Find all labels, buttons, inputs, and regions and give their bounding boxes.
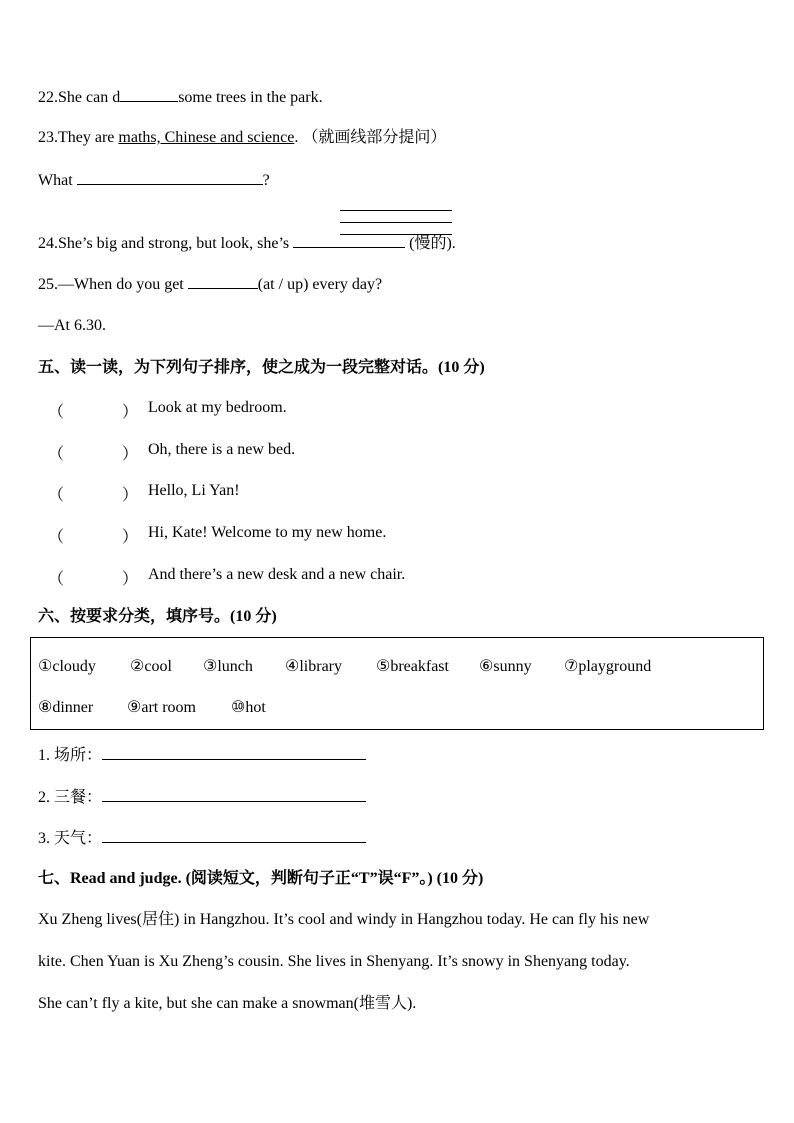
answer-blank[interactable]	[102, 745, 366, 760]
passage-line: kite. Chen Yuan is Xu Zheng’s cousin. She lives in Shenyang. It’s snowy in Shenyang today.	[38, 953, 630, 970]
word-item: ②cool	[130, 658, 172, 675]
ordering-item: （ ） And there’s a new desk and a new chair.	[48, 566, 406, 588]
stacked-answer-line[interactable]	[340, 222, 452, 223]
word-item: ⑧dinner	[38, 699, 94, 716]
answer-blank[interactable]	[120, 87, 178, 102]
question-25-answer: —At 6.30.	[38, 317, 106, 334]
question-25: 25.—When do you get (at / up) every day?	[38, 276, 383, 293]
answer-blank[interactable]	[102, 828, 366, 843]
answer-blank[interactable]	[293, 233, 405, 248]
answer-blank[interactable]	[102, 787, 366, 802]
answer-blank[interactable]	[188, 274, 258, 289]
category-meals: 2. 三餐：	[38, 787, 366, 808]
word-item: ④library	[285, 658, 342, 675]
word-item: ⑥sunny	[479, 658, 532, 675]
category-weather: 3. 天气：	[38, 828, 366, 849]
word-item: ⑨art room	[127, 699, 196, 716]
section-6-title: 六、按要求分类，填序号。(10 分)	[38, 608, 277, 625]
question-24: 24.She’s big and strong, but look, she’s (慢的).	[38, 235, 456, 252]
passage-line: She can’t fly a kite, but she can make a snowman(堆雪人).	[38, 995, 417, 1012]
ordering-item: （ ） Oh, there is a new bed.	[48, 441, 296, 463]
ordering-item: （ ） Hi, Kate! Welcome to my new home.	[48, 524, 387, 546]
word-item: ①cloudy	[38, 658, 96, 675]
word-item: ⑩hot	[231, 699, 266, 716]
word-item: ⑤breakfast	[376, 658, 449, 675]
underlined-phrase: maths, Chinese and science	[118, 129, 295, 146]
ordering-item: （ ） Look at my bedroom.	[48, 399, 287, 421]
passage-line: Xu Zheng lives(居住) in Hangzhou. It’s cool and windy in Hangzhou today. He can fly his new	[38, 911, 650, 928]
word-bank-box	[30, 637, 764, 730]
section-5-title: 五、读一读，为下列句子排序，使之成为一段完整对话。(10 分)	[38, 359, 485, 376]
question-23-answer: What ?	[38, 172, 270, 189]
question-22: 22.She can d some trees in the park.	[38, 89, 323, 106]
stacked-answer-line[interactable]	[340, 210, 452, 211]
ordering-item: （ ） Hello, Li Yan!	[48, 482, 240, 504]
category-places: 1. 场所：	[38, 745, 366, 766]
section-7-title: 七、Read and judge. (阅读短文，判断句子正“T”误“F”。) (10 分)	[38, 870, 484, 887]
question-23: 23.They are maths, Chinese and science. （就画线部分提问）	[38, 129, 447, 146]
word-item: ③lunch	[203, 658, 253, 675]
word-item: ⑦playground	[564, 658, 652, 675]
answer-blank[interactable]	[77, 170, 263, 185]
